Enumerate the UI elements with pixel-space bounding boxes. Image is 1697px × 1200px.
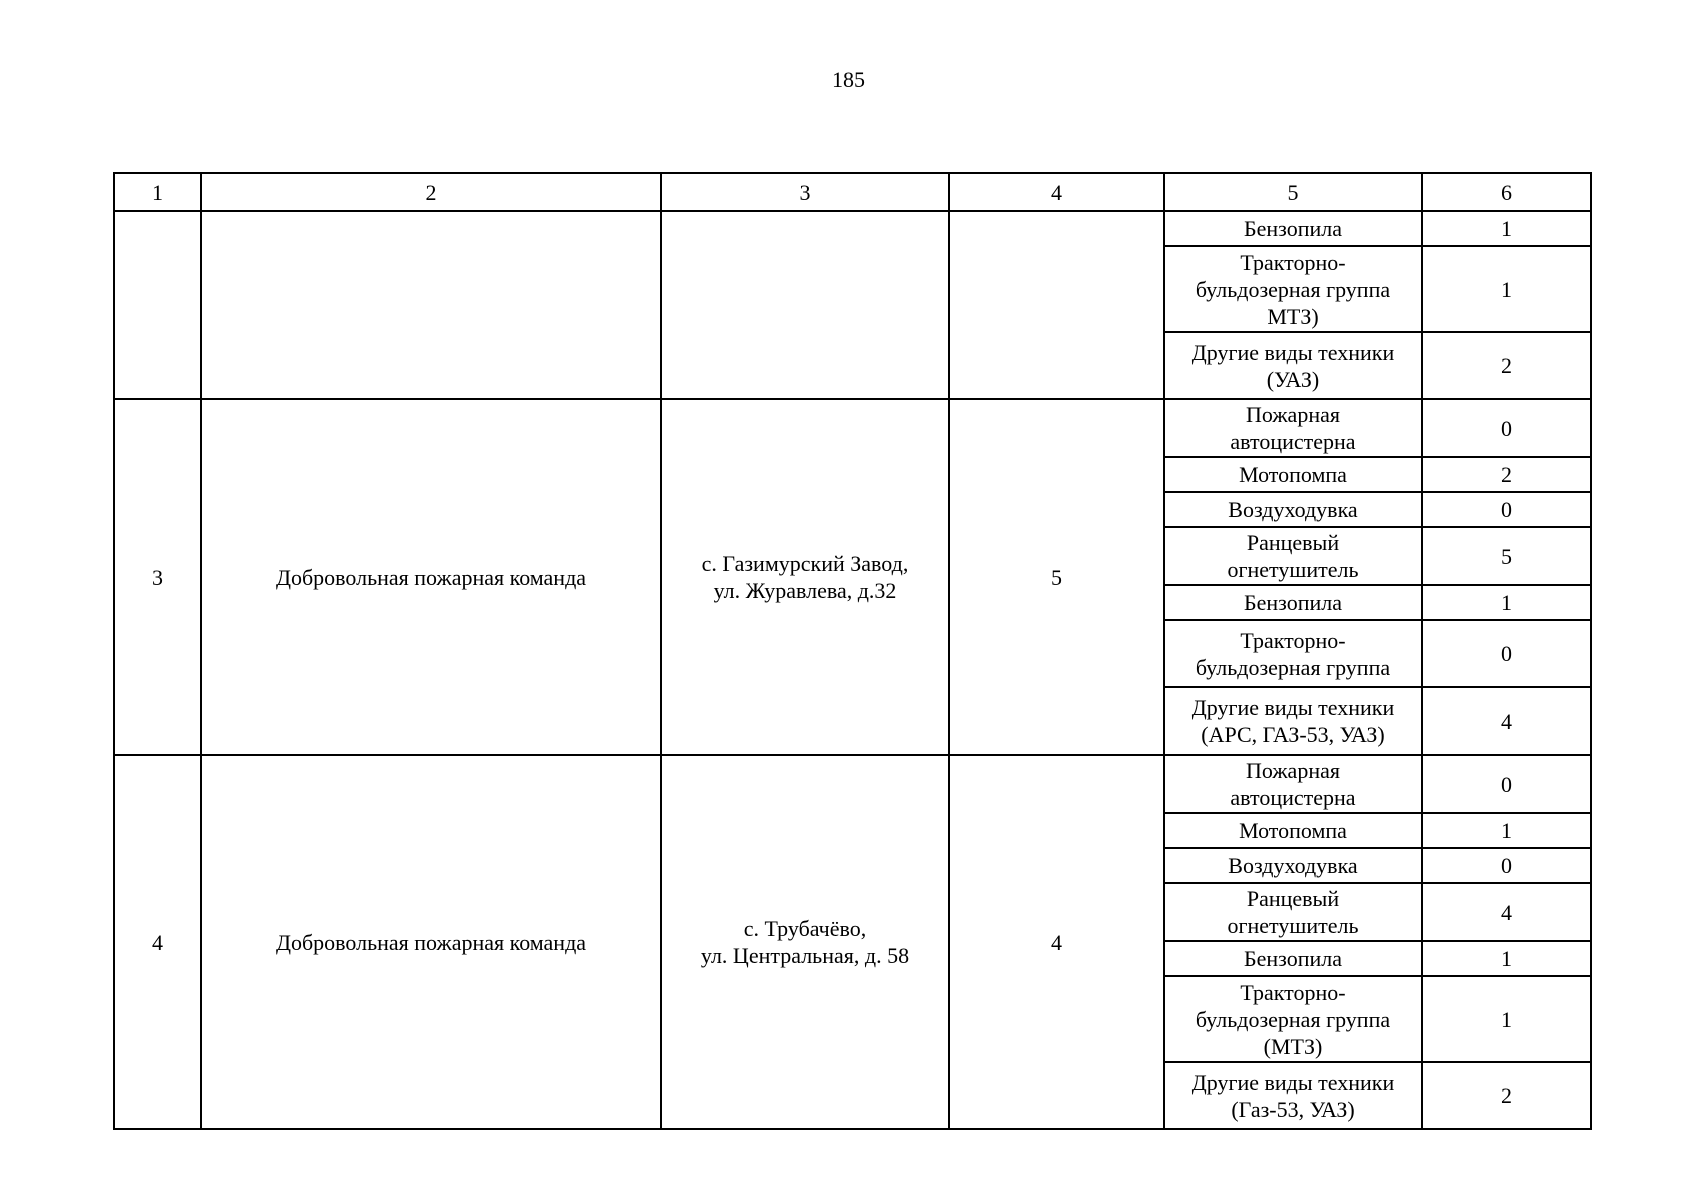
unit-name-cell [201,211,661,399]
equipment-name-cell: Воздуходувка [1164,492,1422,527]
equipment-name-cell: Тракторно- бульдозерная группа (МТЗ) [1164,976,1422,1062]
address-cell: с. Трубачёво, ул. Центральная, д. 58 [661,755,949,1129]
count-cell [949,211,1164,399]
equipment-qty-cell: 0 [1422,492,1591,527]
equipment-qty-cell: 4 [1422,687,1591,755]
equipment-name-cell: Мотопомпа [1164,457,1422,492]
number-cell: 3 [114,399,201,755]
equipment-qty-cell: 2 [1422,1062,1591,1129]
address-cell [661,211,949,399]
number-cell [114,211,201,399]
table-row [114,399,1591,457]
equipment-name-cell: Пожарная автоцистерна [1164,399,1422,457]
equipment-table [113,172,1592,1130]
column-header: 6 [1422,173,1591,211]
equipment-qty-cell: 0 [1422,399,1591,457]
equipment-qty-cell: 2 [1422,332,1591,399]
equipment-qty-cell: 1 [1422,585,1591,620]
equipment-name-cell: Воздуходувка [1164,848,1422,883]
equipment-name-cell: Ранцевый огнетушитель [1164,527,1422,585]
equipment-qty-cell: 1 [1422,813,1591,848]
equipment-name-cell: Ранцевый огнетушитель [1164,883,1422,941]
unit-name-cell: Добровольная пожарная команда [201,755,661,1129]
equipment-qty-cell: 2 [1422,457,1591,492]
column-header: 5 [1164,173,1422,211]
equipment-qty-cell: 0 [1422,620,1591,687]
equipment-name-cell: Бензопила [1164,211,1422,246]
column-header: 1 [114,173,201,211]
equipment-qty-cell: 4 [1422,883,1591,941]
number-cell: 4 [114,755,201,1129]
equipment-name-cell: Другие виды техники (УАЗ) [1164,332,1422,399]
equipment-name-cell: Пожарная автоцистерна [1164,755,1422,813]
equipment-name-cell: Другие виды техники (Газ-53, УАЗ) [1164,1062,1422,1129]
table-row [114,755,1591,813]
table-header-row [114,173,1591,211]
equipment-name-cell: Мотопомпа [1164,813,1422,848]
page-number: 185 [832,67,865,92]
equipment-qty-cell: 0 [1422,755,1591,813]
unit-name-cell: Добровольная пожарная команда [201,399,661,755]
column-header: 3 [661,173,949,211]
equipment-name-cell: Другие виды техники (АРС, ГАЗ-53, УАЗ) [1164,687,1422,755]
equipment-name-cell: Бензопила [1164,585,1422,620]
column-header: 2 [201,173,661,211]
equipment-qty-cell: 0 [1422,848,1591,883]
equipment-name-cell: Бензопила [1164,941,1422,976]
equipment-qty-cell: 1 [1422,246,1591,332]
table-row [114,211,1591,246]
equipment-qty-cell: 1 [1422,211,1591,246]
equipment-name-cell: Тракторно- бульдозерная группа [1164,620,1422,687]
column-header: 4 [949,173,1164,211]
equipment-qty-cell: 1 [1422,941,1591,976]
count-cell: 4 [949,755,1164,1129]
equipment-name-cell: Тракторно- бульдозерная группа МТЗ) [1164,246,1422,332]
count-cell: 5 [949,399,1164,755]
equipment-qty-cell: 5 [1422,527,1591,585]
address-cell: с. Газимурский Завод, ул. Журавлева, д.32 [661,399,949,755]
equipment-qty-cell: 1 [1422,976,1591,1062]
